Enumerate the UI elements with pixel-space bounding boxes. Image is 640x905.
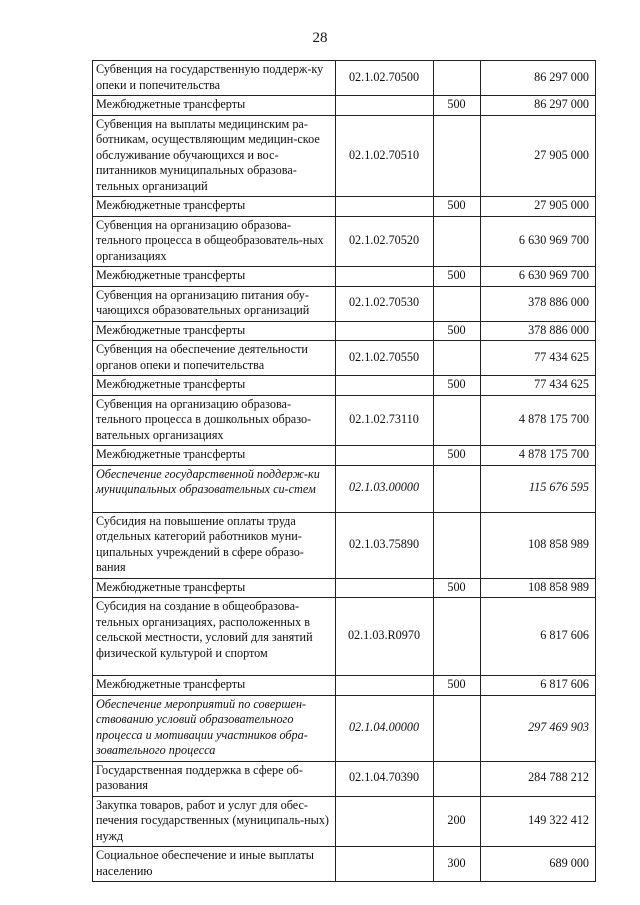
row-expense-type-cell: [434, 216, 481, 267]
row-sum-cell: 4 878 175 700: [481, 395, 596, 446]
row-expense-type-cell: 500: [434, 446, 481, 466]
row-expense-type-cell: 500: [434, 376, 481, 396]
row-name-cell: Государственная поддержка в сфере об-разования: [93, 761, 336, 796]
row-code-cell: [336, 96, 434, 116]
table-row: [93, 465, 596, 512]
row-name-cell: Межбюджетные трансферты: [93, 446, 336, 466]
row-expense-type-cell: 200: [434, 796, 481, 847]
table-row: [93, 395, 596, 446]
table-row: [93, 61, 596, 96]
row-expense-type-cell: 500: [434, 197, 481, 217]
row-name-cell: Социальное обеспечение и иные выплаты населению: [93, 847, 336, 882]
row-code-cell: 02.1.02.70510: [336, 115, 434, 197]
row-name-cell: Обеспечение государственной поддерж-ки муниципальных образовательных си-стем: [93, 465, 336, 512]
row-expense-type-cell: 500: [434, 96, 481, 116]
row-code-cell: 02.1.03.00000: [336, 465, 434, 512]
row-sum-cell: 6 630 969 700: [481, 267, 596, 287]
table-row: [93, 796, 596, 847]
row-name-cell: Субвенция на государственную поддерж-ку опеки и попечительства: [93, 61, 336, 96]
row-code-cell: 02.1.02.70520: [336, 216, 434, 267]
row-code-cell: [336, 676, 434, 696]
row-expense-type-cell: 500: [434, 676, 481, 696]
table-row: [93, 96, 596, 116]
row-sum-cell: 149 322 412: [481, 796, 596, 847]
table-row: [93, 446, 596, 466]
table-row: [93, 376, 596, 396]
row-sum-cell: 77 434 625: [481, 376, 596, 396]
row-code-cell: 02.1.02.73110: [336, 395, 434, 446]
table-row: [93, 578, 596, 598]
table-row: [93, 115, 596, 197]
table-row: [93, 341, 596, 376]
row-code-cell: 02.1.02.70530: [336, 286, 434, 321]
row-name-cell: Субсидия на повышение оплаты труда отдельных категорий работников муни-ципальных учреждений в сфере образо-вания: [93, 512, 336, 578]
budget-table: [92, 60, 596, 882]
row-code-cell: 02.1.03.R0970: [336, 598, 434, 676]
row-code-cell: [336, 267, 434, 287]
table-row: [93, 676, 596, 696]
row-code-cell: [336, 796, 434, 847]
row-name-cell: Межбюджетные трансферты: [93, 267, 336, 287]
row-sum-cell: 4 878 175 700: [481, 446, 596, 466]
row-sum-cell: 27 905 000: [481, 115, 596, 197]
row-sum-cell: 378 886 000: [481, 286, 596, 321]
budget-table-body: [93, 61, 596, 882]
row-expense-type-cell: 500: [434, 321, 481, 341]
row-name-cell: Субсидия на создание в общеобразова-тельных организациях, расположенных в сельской местности, условий для занятий физической культурой и спортом: [93, 598, 336, 676]
row-sum-cell: 689 000: [481, 847, 596, 882]
row-sum-cell: 115 676 595: [481, 465, 596, 512]
table-row: [93, 847, 596, 882]
row-expense-type-cell: 300: [434, 847, 481, 882]
row-expense-type-cell: [434, 598, 481, 676]
row-sum-cell: 6 817 606: [481, 676, 596, 696]
row-code-cell: 02.1.04.70390: [336, 761, 434, 796]
row-code-cell: [336, 376, 434, 396]
row-expense-type-cell: [434, 395, 481, 446]
row-name-cell: Межбюджетные трансферты: [93, 676, 336, 696]
row-code-cell: [336, 446, 434, 466]
row-name-cell: Субвенция на организацию питания обу-чающихся образовательных организаций: [93, 286, 336, 321]
row-sum-cell: 77 434 625: [481, 341, 596, 376]
table-row: [93, 761, 596, 796]
row-sum-cell: 27 905 000: [481, 197, 596, 217]
row-expense-type-cell: [434, 695, 481, 761]
row-sum-cell: 86 297 000: [481, 96, 596, 116]
row-sum-cell: 86 297 000: [481, 61, 596, 96]
row-expense-type-cell: [434, 286, 481, 321]
table-row: [93, 216, 596, 267]
row-sum-cell: 6 630 969 700: [481, 216, 596, 267]
row-expense-type-cell: 500: [434, 578, 481, 598]
row-code-cell: [336, 578, 434, 598]
row-name-cell: Субвенция на выплаты медицинским ра-ботникам, осуществляющим медицин-ское обслуживание обучающихся и вос-питанников муниципальных образова-тельных организаций: [93, 115, 336, 197]
row-sum-cell: 378 886 000: [481, 321, 596, 341]
row-expense-type-cell: [434, 465, 481, 512]
row-code-cell: [336, 321, 434, 341]
row-name-cell: Закупка товаров, работ и услуг для обес-печения государственных (муниципаль-ных) нужд: [93, 796, 336, 847]
row-code-cell: 02.1.03.75890: [336, 512, 434, 578]
table-row: [93, 321, 596, 341]
row-code-cell: [336, 197, 434, 217]
table-row: [93, 512, 596, 578]
row-name-cell: Субвенция на организацию образова-тельного процесса в дошкольных образо-вательных организациях: [93, 395, 336, 446]
row-code-cell: 02.1.02.70500: [336, 61, 434, 96]
row-code-cell: 02.1.02.70550: [336, 341, 434, 376]
row-sum-cell: 284 788 212: [481, 761, 596, 796]
row-expense-type-cell: [434, 512, 481, 578]
row-expense-type-cell: [434, 761, 481, 796]
row-name-cell: Субвенция на организацию образова-тельного процесса в общеобразователь-ных организациях: [93, 216, 336, 267]
row-expense-type-cell: [434, 61, 481, 96]
row-name-cell: Обеспечение мероприятий по совершен-ствованию условий образовательного процесса и мотивации участников обра-зовательного процесса: [93, 695, 336, 761]
table-row: [93, 197, 596, 217]
row-name-cell: Межбюджетные трансферты: [93, 578, 336, 598]
row-name-cell: Межбюджетные трансферты: [93, 376, 336, 396]
row-sum-cell: 108 858 989: [481, 578, 596, 598]
row-sum-cell: 108 858 989: [481, 512, 596, 578]
row-expense-type-cell: [434, 115, 481, 197]
row-name-cell: Межбюджетные трансферты: [93, 96, 336, 116]
row-code-cell: [336, 847, 434, 882]
row-name-cell: Межбюджетные трансферты: [93, 321, 336, 341]
page-number: 28: [312, 30, 328, 46]
table-row: [93, 695, 596, 761]
row-name-cell: Межбюджетные трансферты: [93, 197, 336, 217]
table-row: [93, 598, 596, 676]
row-code-cell: 02.1.04.00000: [336, 695, 434, 761]
row-name-cell: Субвенция на обеспечение деятельности органов опеки и попечительства: [93, 341, 336, 376]
table-row: [93, 286, 596, 321]
row-expense-type-cell: 500: [434, 267, 481, 287]
table-row: [93, 267, 596, 287]
row-sum-cell: 6 817 606: [481, 598, 596, 676]
row-expense-type-cell: [434, 341, 481, 376]
row-sum-cell: 297 469 903: [481, 695, 596, 761]
